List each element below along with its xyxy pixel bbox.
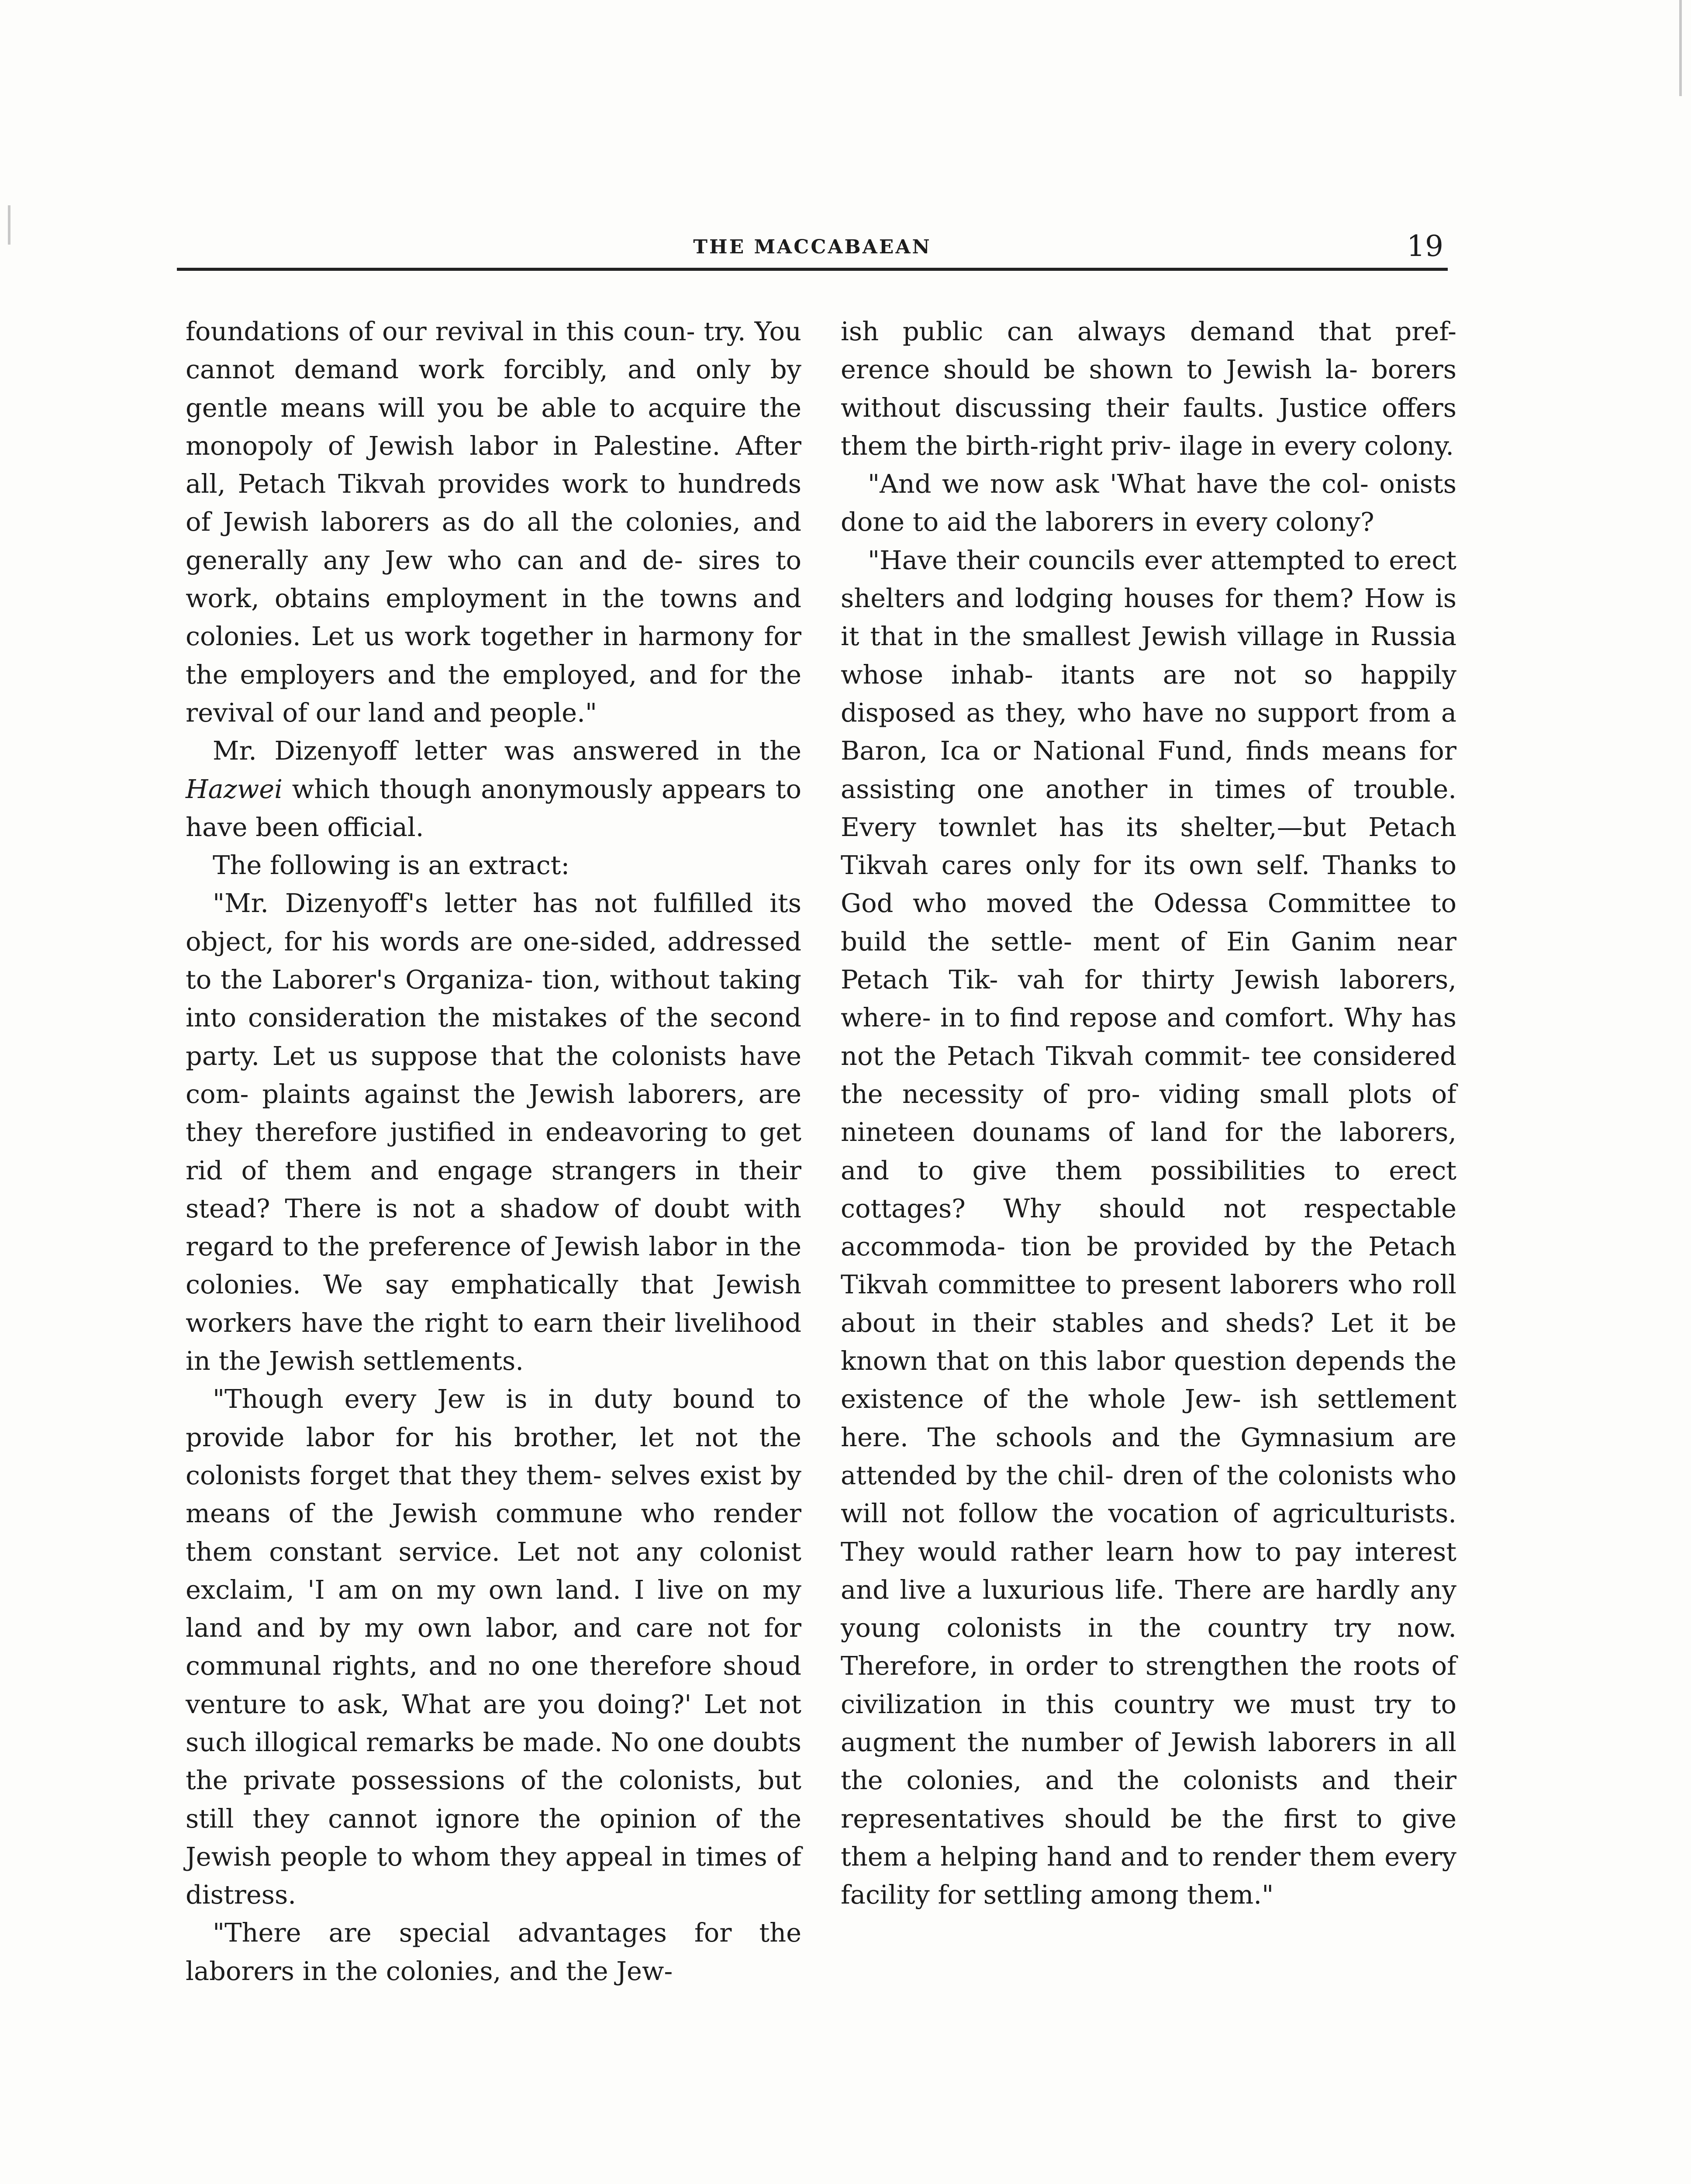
paragraph: "Have their councils ever attempted to erect shelters and lodging houses for them? How is it that in the smallest Jewish village in Russia whose inhab- itants are not so happily disposed as they, who have no support from a Baron, Ica or National Fund, finds means for assisting one another in times of trouble. Every townlet has its shelter,—but Petach Tikvah cares only for its own self. Thanks to God who moved the Odessa Committee to build the settle- ment of Ein Ganim near Petach Tik- vah for thirty Jewish laborers, where- in to find repose and comfort. Why has not the Petach Tikvah commit- tee considered the necessity of pro- viding small plots of nineteen dounams of land for the laborers, and to give them possibilities to erect cottages? Why should not respectable accommoda- tion be provided by the Petach Tikvah committee to present laborers who roll about in their stables and sheds? Let it be known that on this labor question depends the existence of the whole Jew- ish settlement here. The schools and the Gymnasium are attended by the chil- dren of the colonists who will not follow the vocation of agriculturists. They would rather learn how to pay interest and live a luxurious life. There are hardly any young colonists in the country try now. Therefore, in order to strengthen the roots of civilization in this country we must try to augment the number of Jewish laborers in all the colonies, and the colonists and their representatives should be the first to give them a helping hand and to render them every facility for settling among them." bbox=[841, 545, 1456, 1910]
page-number: 19 bbox=[1407, 229, 1443, 263]
paragraph: "Mr. Dizenyoff's letter has not fulfilled its object, for his words are one-sided, addressed to the Laborer's Organiza- tion, without taking into consideration the mistakes of the second party. Let us suppose that the colonists have com- plaints against the Jewish laborers, are they therefore justified in endeavoring to get rid of them and engage strangers in their stead? There is not a shadow of doubt with regard to the preference of Jewish labor in the colonies. We say emphatically that Jewish workers have the right to earn their livelihood in the Jewish settlements. bbox=[186, 888, 801, 1376]
left-column bbox=[186, 312, 801, 1990]
running-header bbox=[177, 225, 1448, 273]
scan-edge-mark bbox=[8, 205, 10, 245]
paragraph: "There are special advantages for the laborers in the colonies, and the Jew- bbox=[186, 1918, 801, 1986]
italic-title: Hazwei bbox=[186, 774, 283, 804]
paragraph: "And we now ask 'What have the col- onists done to aid the laborers in every colony? bbox=[841, 469, 1456, 537]
scan-edge-mark bbox=[1679, 0, 1682, 96]
paragraph: foundations of our revival in this coun- try. You cannot demand work forcibly, and only by gentle means will you be able to acquire the monopoly of Jewish labor in Palestine. After all, Petach Tikvah provides work to hundreds of Jewish laborers as do all the colonies, and generally any Jew who can and de- sires to work, obtains employment in the towns and colonies. Let us work together in harmony for the employers and the employed, and for the revival of our land and people." bbox=[186, 316, 801, 728]
journal-title: THE MACCABAEAN bbox=[693, 236, 932, 258]
paragraph: Mr. Dizenyoff letter was answered in the Hazwei which though anonymously appears to have been official. bbox=[186, 736, 801, 842]
paragraph: "Though every Jew is in duty bound to provide labor for his brother, let not the colonists forget that they them- selves exist by means of the Jewish commune who render them constant service. Let not any colonist exclaim, 'I am on my own land. I live on my land and by my own labor, and care not for communal rights, and no one therefore shoud venture to ask, What are you doing?' Let not such illogical remarks be made. No one doubts the private possessions of the colonists, but still they cannot ignore the opinion of the Jewish people to whom they appeal in times of distress. bbox=[186, 1384, 801, 1910]
paragraph: The following is an extract: bbox=[213, 850, 570, 881]
header-rule bbox=[177, 268, 1448, 271]
right-column bbox=[841, 312, 1456, 1914]
paragraph: ish public can always demand that pref- erence should be shown to Jewish la- borers without discussing their faults. Justice offers them the birth-right priv- ilage in every colony. bbox=[841, 316, 1456, 461]
